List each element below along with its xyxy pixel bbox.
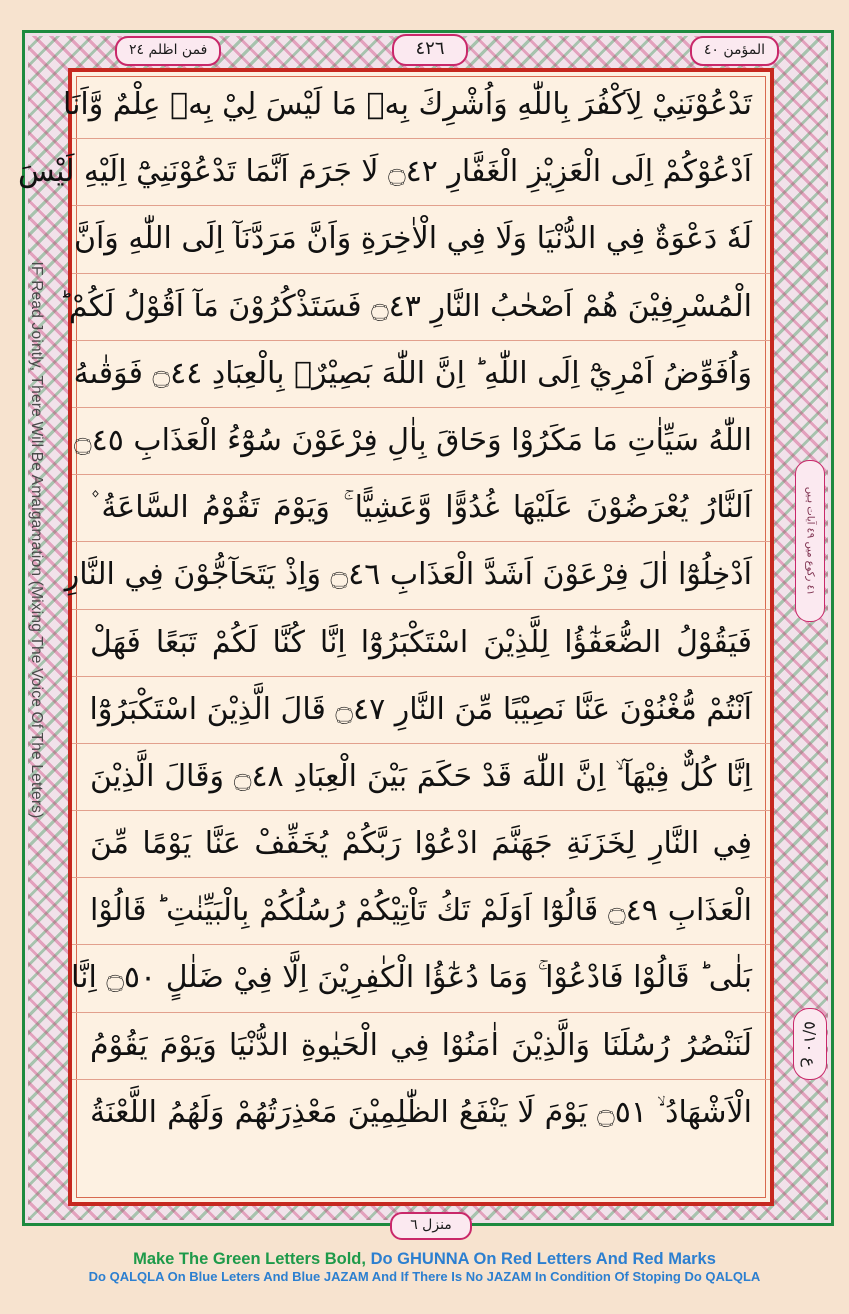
verse-line: بَلٰى ؕ قَالُوْا فَادْعُوْا ۚ وَمَا دُعٰٓؤُا الْكٰفِرِيْنَ اِلَّا فِيْ ضَلٰلٍ ۝٥٠ اِنَّا [72, 945, 770, 1012]
ruku-marker-text: ع ٥/١٠ [800, 1021, 820, 1067]
side-note-vertical [12, 165, 60, 915]
verse-line: اَدْعُوْكُمْ اِلَى الْعَزِيْزِ الْغَفَّارِ ۝٤٢ لَا جَرَمَ اَنَّمَا تَدْعُوْنَنِيْٓ اِلَيْهِ لَيْسَ [72, 139, 770, 206]
verse-line: الْمُسْرِفِيْنَ هُمْ اَصْحٰبُ النَّارِ ۝٤٣ فَسَتَذْكُرُوْنَ مَآ اَقُوْلُ لَكُمْ ؕ [72, 274, 770, 341]
verse-line: اِنَّا كُلٌّ فِيْهَآ ۙ اِنَّ اللّٰهَ قَدْ حَكَمَ بَيْنَ الْعِبَادِ ۝٤٨ وَقَالَ الَّذِيْنَ [72, 744, 770, 811]
verse-line: الْعَذَابِ ۝٤٩ قَالُوْٓا اَوَلَمْ تَكُ تَاْتِيْكُمْ رُسُلُكُمْ بِالْبَيِّنٰتِ ؕ قَالُوْا [72, 878, 770, 945]
verse-line: الْاَشْهَادُ ۙ ۝٥١ يَوْمَ لَا يَنْفَعُ الظّٰلِمِيْنَ مَعْذِرَتُهُمْ وَلَهُمُ اللَّعْنَةُ [90, 1094, 752, 1130]
verse-line: فَيَقُوْلُ الضُّعَفٰٓؤُا لِلَّذِيْنَ اسْتَكْبَرُوْٓا اِنَّا كُنَّا لَكُمْ تَبَعًا فَهَلْ [72, 610, 770, 677]
manzil-label: منزل ٦ [390, 1212, 472, 1240]
header-juz-label: فمن اظلم ٢٤ [115, 36, 221, 66]
verse-line: لَنَنْصُرُ رُسُلَنَا وَالَّذِيْنَ اٰمَنُوْا فِي الْحَيٰوةِ الدُّنْيَا وَيَوْمَ يَقُوْمُ [72, 1013, 770, 1080]
verse-line: فِي النَّارِ لِخَزَنَةِ جَهَنَّمَ ادْعُوْا رَبَّكُمْ يُخَفِّفْ عَنَّا يَوْمًا مِّنَ [72, 811, 770, 878]
header-surah-label: المؤمن ٤٠ [690, 36, 779, 66]
page-number: ٤٢٦ [392, 34, 468, 66]
verse-line: وَاُفَوِّضُ اَمْرِيْٓ اِلَى اللّٰهِ ؕ اِنَّ اللّٰهَ بَصِيْرٌۢ بِالْعِبَادِ ۝٤٤ فَوَقٰىهُ [72, 341, 770, 408]
footer-instructions-line1 [0, 1250, 849, 1269]
verse-line: اَدْخِلُوْٓا اٰلَ فِرْعَوْنَ اَشَدَّ الْعَذَابِ ۝٤٦ وَاِذْ يَتَحَآجُّوْنَ فِي النَّارِ [72, 542, 770, 609]
verse-line: تَدْعُوْنَنِيْ لِاَكْفُرَ بِاللّٰهِ وَاُشْرِكَ بِهٖ مَا لَيْسَ لِيْ بِهٖ عِلْمٌ وَّاَنَا [72, 72, 770, 139]
verse-line: اللّٰهُ سَيِّاٰتِ مَا مَكَرُوْا وَحَاقَ بِاٰلِ فِرْعَوْنَ سُوْٓءُ الْعَذَابِ ۝٤٥ [72, 408, 770, 475]
ruku-marker [793, 1008, 827, 1080]
footer-qalqla-instruction: Do QALQLA On Blue Leters And Blue JAZAM And If There Is No JAZAM In Condition Of Stoping Do QALQLA [88, 1269, 761, 1284]
footer-green-instruction: Make The Green Letters Bold, [133, 1250, 366, 1268]
footer-ghunna-instruction: Do GHUNNA On Red Letters And Red Marks [370, 1250, 716, 1268]
verse-line: اَنْتُمْ مُّغْنُوْنَ عَنَّا نَصِيْبًا مِّنَ النَّارِ ۝٤٧ قَالَ الَّذِيْنَ اسْتَكْبَرُوْٓا [72, 677, 770, 744]
right-margin-note-text: ٤١ رکوع میں ٤٩ آیات ہیں [804, 486, 816, 596]
verse-line: اَلنَّارُ يُعْرَضُوْنَ عَلَيْهَا غُدُوًّا وَّعَشِيًّا ۚ وَيَوْمَ تَقُوْمُ السَّاعَةُ ۫ [72, 475, 770, 542]
verse-line: لَهٗ دَعْوَةٌ فِي الدُّنْيَا وَلَا فِي الْاٰخِرَةِ وَاَنَّ مَرَدَّنَآ اِلَى اللّٰهِ وَاَنَّ [72, 206, 770, 273]
right-margin-note [795, 460, 825, 622]
side-note-text: IF Read Jointly, There Will Be Amalgamation (Mixing The Voice Of The Letters) [28, 261, 45, 819]
